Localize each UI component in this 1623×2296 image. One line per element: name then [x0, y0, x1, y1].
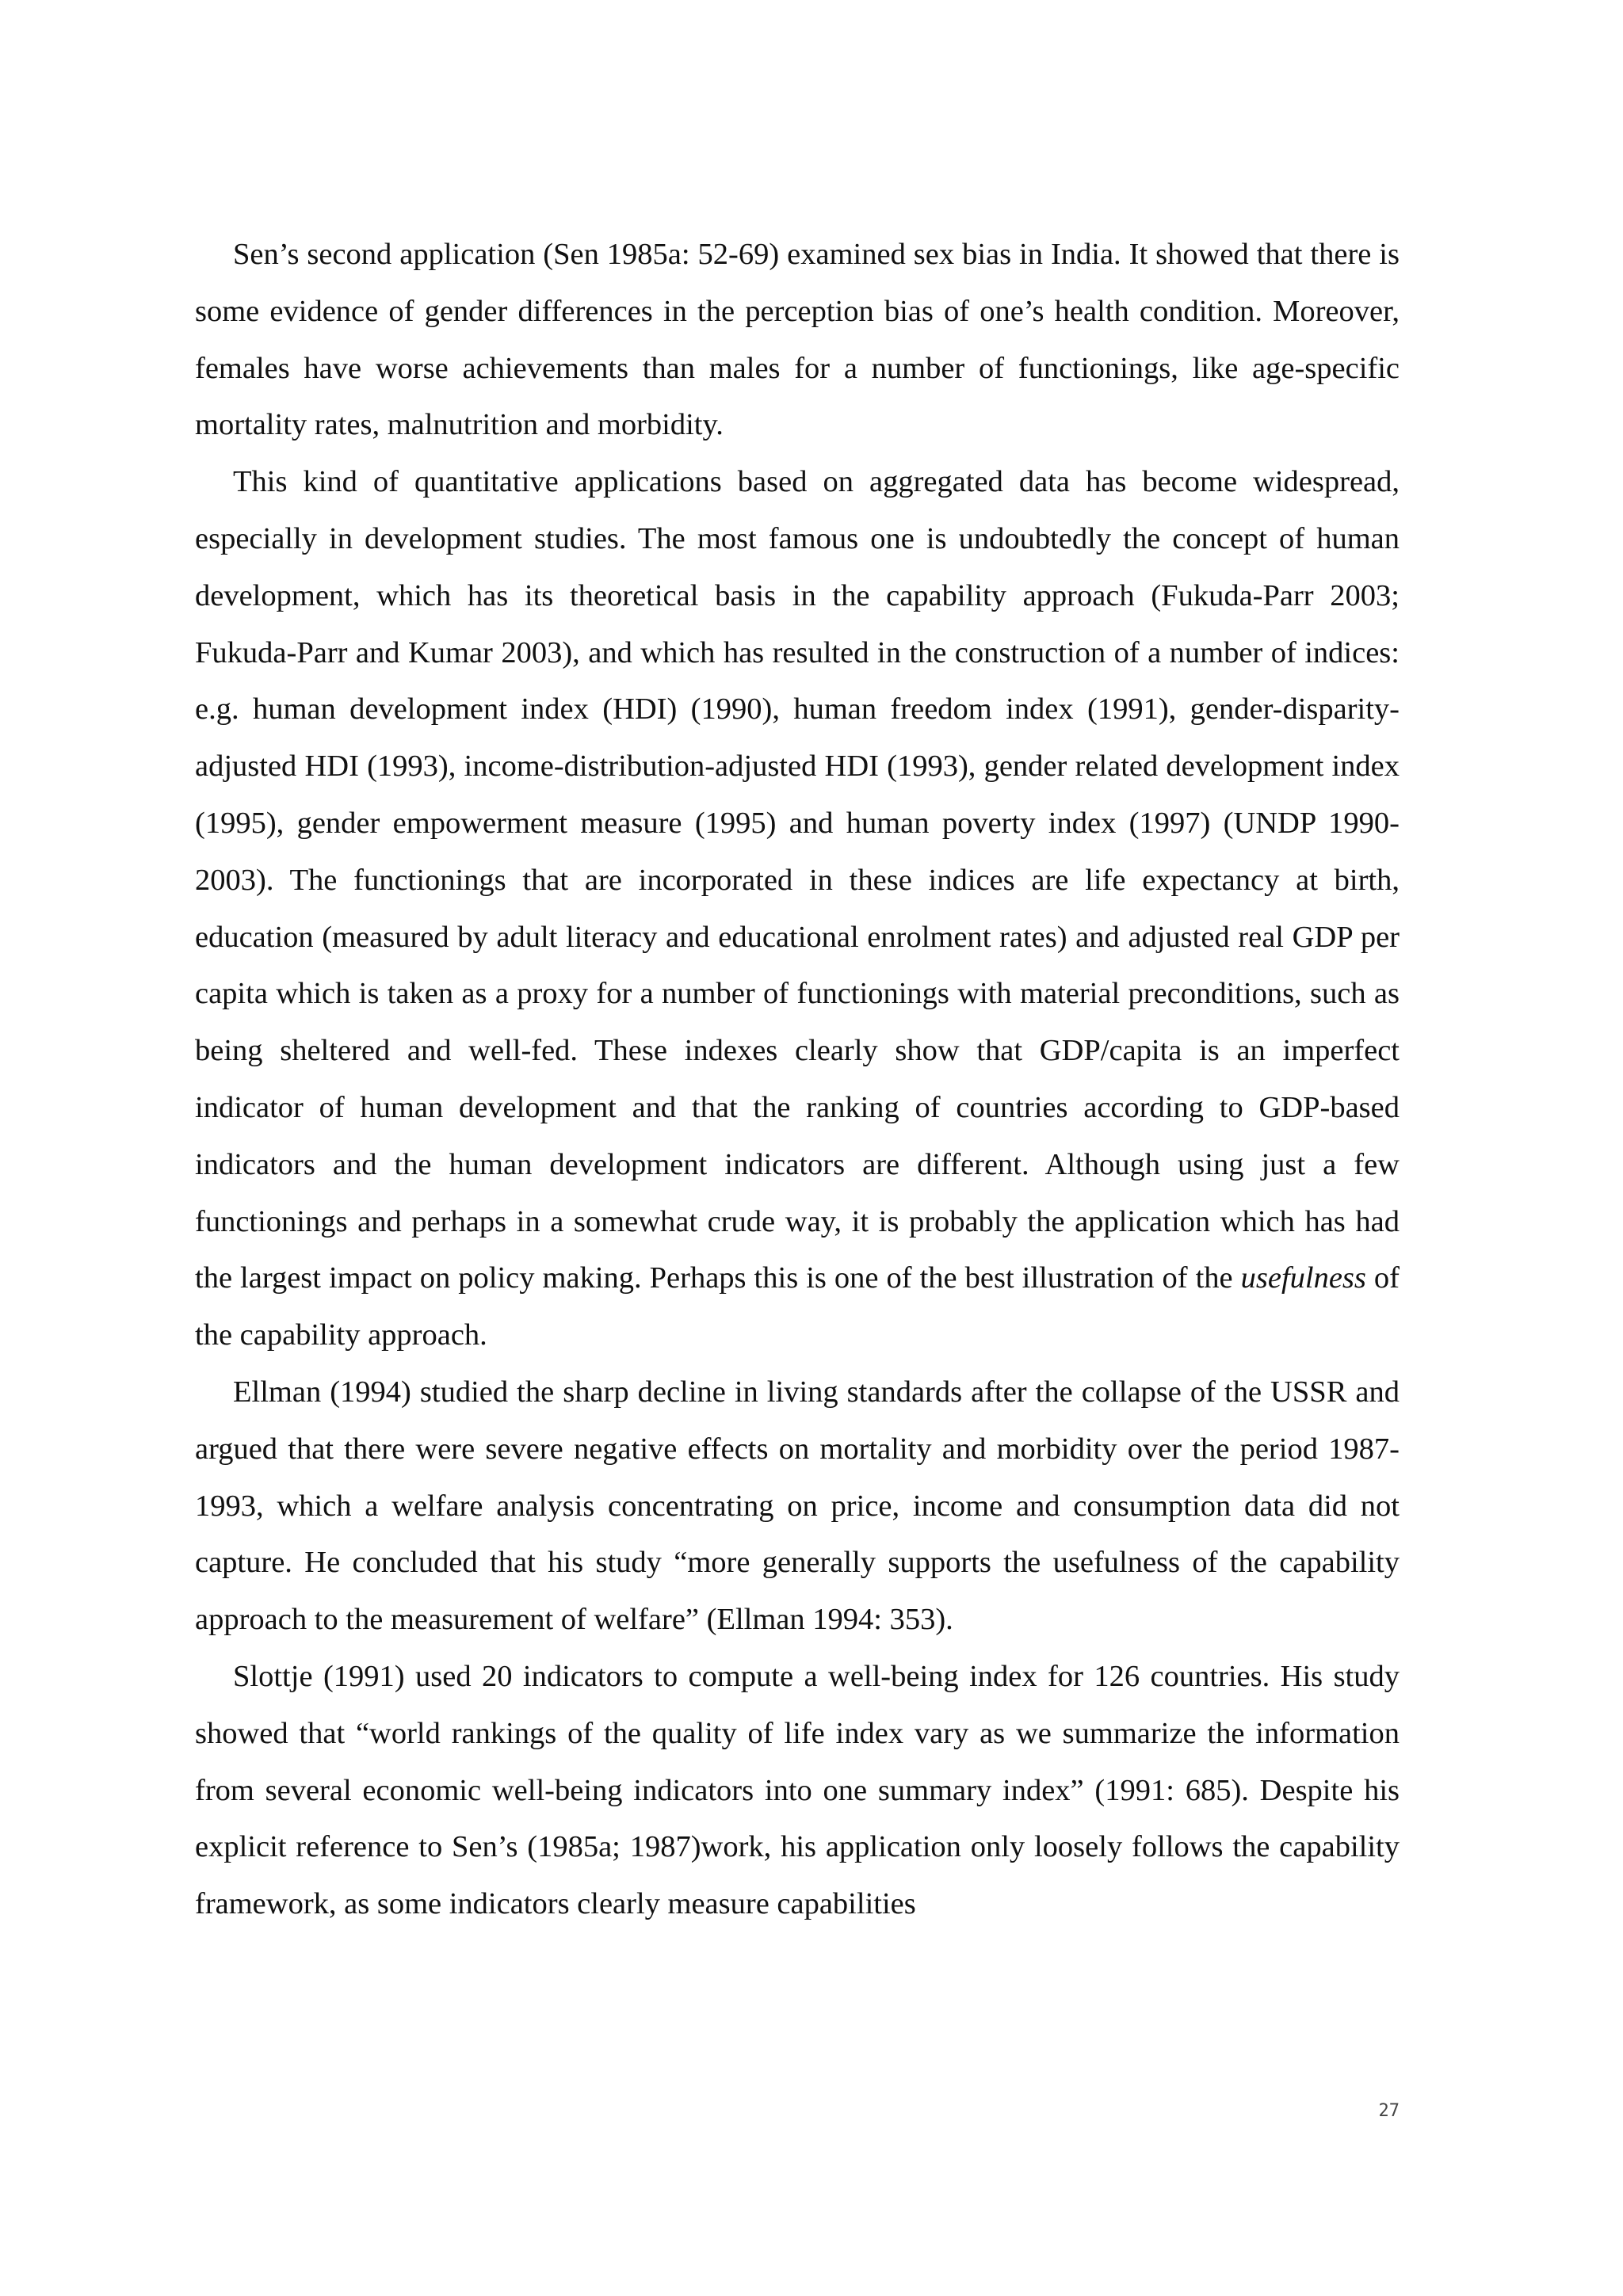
page-number: 27 [1378, 2101, 1400, 2121]
italic-emphasis: usefulness [1240, 1261, 1366, 1295]
paragraph-text: This kind of quantitative applications based on aggregated data has become widespread, especially in development studies. The most famous one is undoubtedly the concept of human development, which has its theoretical basis in the capability approach (Fukuda-Parr 2003; Fukuda-Parr and Kumar 2003), and which has resulted in the construction of a number of indices: e.g. human development index (HDI) (1990), human freedom index (1991), gender-disparity-adjusted HDI (1993), income-distribution-adjusted HDI (1993), gender related development index (1995), gender empowerment measure (1995) and human poverty index (1997) (UNDP 1990-2003). The functionings that are incorporated in these indices are life expectancy at birth, education (measured by adult literacy and educational enrolment rates) and adjusted real GDP per capita which is taken as a proxy for a number of functionings with material preconditions, such as being sheltered and well-fed. These indexes clearly show that GDP/capita is an imperfect indicator of human development and that the ranking of countries according to GDP-based indicators and the human development indicators are different. Although using just a few functionings and perhaps in a somewhat crude way, it is probably the application which has had the largest impact on policy making. Perhaps this is one of the best illustration of the [195, 465, 1400, 1295]
paragraph-ellman [195, 1364, 1400, 1649]
paragraph-text: Ellman (1994) studied the sharp decline in living standards after the collapse of the USSR and argued that there were severe negative effects on mortality and morbidity over the period 1987-1993, which a welfare analysis concentrating on price, income and consumption data did not capture. He concluded that his study “more generally supports the usefulness of the capability approach to the measurement of welfare” (Ellman 1994: 353). [195, 1375, 1400, 1637]
body-text [195, 227, 1400, 1933]
paragraph-human-development [195, 454, 1400, 1364]
paragraph-slottje [195, 1649, 1400, 1933]
paragraph-sex-bias-india [195, 227, 1400, 454]
paragraph-text: Slottje (1991) used 20 indicators to compute a well-being index for 126 countries. His study showed that “world rankings of the quality of life index vary as we summarize the information from several economic well-being indicators into one summary index” (1991: 685). Despite his explicit reference to Sen’s (1985a; 1987)work, his application only loosely follows the capability framework, as some indicators clearly measure capabilities [195, 1659, 1400, 1921]
paragraph-text: Sen’s second application (Sen 1985a: 52-69) examined sex bias in India. It showed that there is some evidence of gender differences in the perception bias of one’s health condition. Moreover, females have worse achievements than males for a number of functionings, like age-specific mortality rates, malnutrition and morbidity. [195, 238, 1400, 442]
paragraph-text: of the capability approach. [195, 1261, 1400, 1352]
